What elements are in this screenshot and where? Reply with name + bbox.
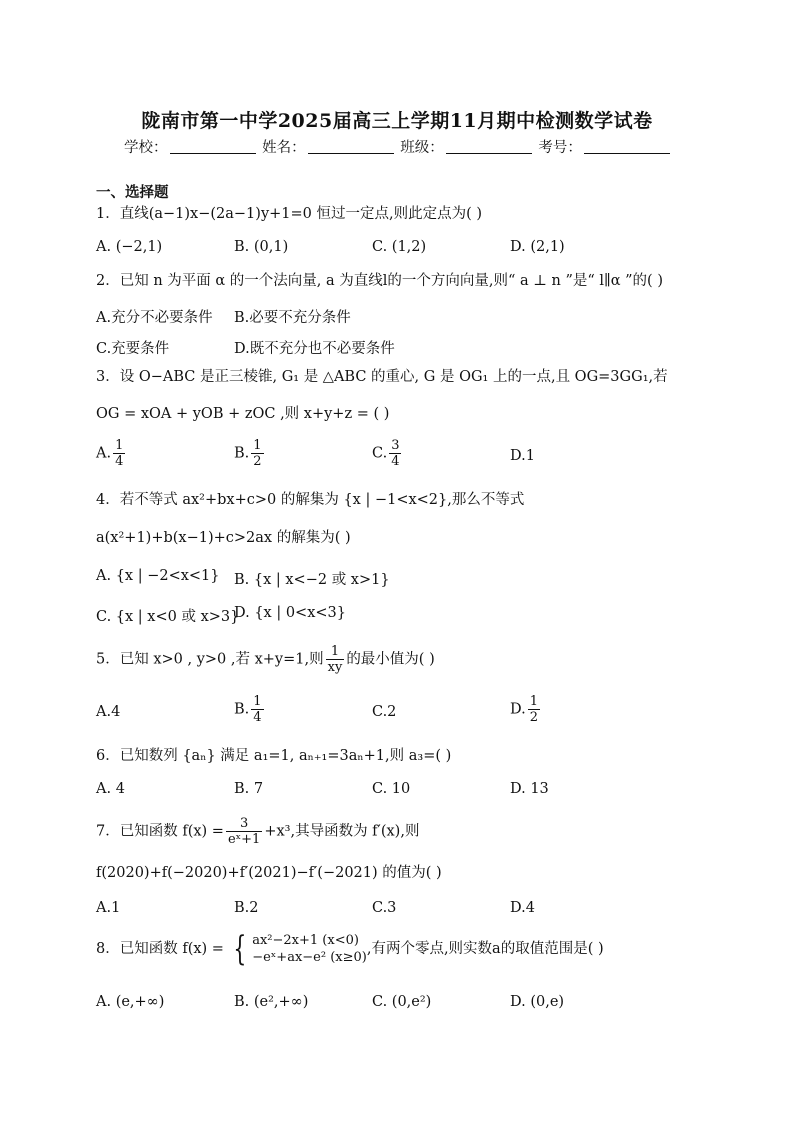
q4-option-b[interactable]: B. {x | x<−2 或 x>1} xyxy=(234,572,390,588)
question-7-stem-line2: f(2020)+f(−2020)+f′(2021)−f′(−2021) 的值为( ) xyxy=(96,865,442,881)
school-blank[interactable] xyxy=(170,139,256,154)
q1-option-b[interactable]: B. (0,1) xyxy=(234,239,289,255)
q7-option-b[interactable]: B.2 xyxy=(234,900,259,916)
question-6-stem: 6．已知数列 {aₙ} 满足 a₁=1, aₙ₊₁=3aₙ+1,则 a₃=( ) xyxy=(96,748,452,764)
q3-c-den: 4 xyxy=(391,454,400,469)
q2-option-a[interactable]: A.充分不必要条件 xyxy=(96,310,213,326)
q5-stem-post: 的最小值为( ) xyxy=(346,651,435,668)
q7-frac-num: 3 xyxy=(240,816,249,831)
q3-a-den: 4 xyxy=(115,454,124,469)
question-3-stem-line1: 3．设 O−ABC 是正三棱锥, G₁ 是 △ABC 的重心, G 是 OG₁ 上的一点,且 OG=3GG₁,若 xyxy=(96,369,668,385)
school-label: 学校： xyxy=(124,140,168,156)
q4-option-d[interactable]: D. {x | 0<x<3} xyxy=(234,605,346,621)
q5-frac-num: 1 xyxy=(330,644,340,659)
q7-stem-post: +x³,其导函数为 f′(x),则 xyxy=(264,823,420,840)
q8-stem-pre: 8．已知函数 f(x) = xyxy=(96,941,224,957)
exam-title: 陇南市第一中学2025届高三上学期11月期中检测数学试卷 xyxy=(141,110,653,132)
q2-option-d[interactable]: D.既不充分也不必要条件 xyxy=(234,341,395,357)
q8-option-a[interactable]: A. (e,+∞) xyxy=(96,994,165,1010)
q4-option-a[interactable]: A. {x | −2<x<1} xyxy=(96,568,220,584)
q3-a-num: 1 xyxy=(115,438,124,453)
q8-case-1: ax²−2x+1 (x<0) xyxy=(252,933,359,948)
q8-option-c[interactable]: C. (0,e²) xyxy=(372,994,432,1010)
q3-option-a[interactable] xyxy=(96,438,127,469)
question-4-stem-line1: 4．若不等式 ax²+bx+c>0 的解集为 {x | −1<x<2},那么不等式 xyxy=(96,492,525,508)
q5-fraction xyxy=(326,644,345,675)
name-label: 姓名： xyxy=(262,140,306,156)
q5-d-den: 2 xyxy=(529,710,538,725)
question-7-stem-line1 xyxy=(96,816,419,847)
class-blank[interactable] xyxy=(446,139,532,154)
q6-option-c[interactable]: C. 10 xyxy=(372,781,411,797)
q3-c-num: 3 xyxy=(391,438,400,453)
q5-d-fraction xyxy=(528,694,540,725)
q3-c-fraction xyxy=(389,438,401,469)
class-label: 班级： xyxy=(400,140,444,156)
q3-a-label: A. xyxy=(96,445,112,462)
number-label: 考号： xyxy=(538,140,582,156)
question-8-stem xyxy=(96,929,604,969)
q2-option-b[interactable]: B.必要不充分条件 xyxy=(234,310,351,326)
q8-option-b[interactable]: B. (e²,+∞) xyxy=(234,994,309,1010)
q3-option-c[interactable] xyxy=(372,438,403,469)
q6-option-b[interactable]: B. 7 xyxy=(234,781,264,797)
q5-d-label: D. xyxy=(510,701,526,718)
q5-option-a[interactable]: A.4 xyxy=(96,704,121,720)
q5-frac-den: xy xyxy=(327,660,343,675)
q7-option-a[interactable]: A.1 xyxy=(96,900,121,916)
q5-option-d[interactable] xyxy=(510,694,542,725)
question-2-stem: 2．已知 n 为平面 α 的一个法向量, a 为直线l的一个方向向量,则“ a ⊥ n ”是“ l∥α ”的( ) xyxy=(96,273,663,289)
q5-b-label: B. xyxy=(234,701,250,718)
question-4-stem-line2: a(x²+1)+b(x−1)+c>2ax 的解集为( ) xyxy=(96,530,351,546)
q4-option-c[interactable]: C. {x | x<0 或 x>3} xyxy=(96,609,240,625)
q5-b-num: 1 xyxy=(253,694,262,709)
q3-option-b[interactable] xyxy=(234,438,266,469)
q6-option-d[interactable]: D. 13 xyxy=(510,781,549,797)
q5-option-c[interactable]: C.2 xyxy=(372,704,397,720)
q7-fraction xyxy=(226,816,262,847)
number-blank[interactable] xyxy=(584,139,670,154)
q7-stem-pre: 7．已知函数 f(x) = xyxy=(96,823,224,840)
q5-option-b[interactable] xyxy=(234,694,266,725)
student-info-row xyxy=(124,136,672,157)
q7-frac-den: eˣ+1 xyxy=(227,832,261,847)
q3-a-fraction xyxy=(113,438,125,469)
q3-b-den: 2 xyxy=(253,454,262,469)
q8-brace-glyph: { xyxy=(232,929,246,969)
q5-d-num: 1 xyxy=(529,694,538,709)
q3-option-d[interactable]: D.1 xyxy=(510,448,535,464)
q5-stem-pre: 5．已知 x>0 , y>0 ,若 x+y=1,则 xyxy=(96,651,324,668)
q3-b-label: B. xyxy=(234,445,250,462)
q7-option-c[interactable]: C.3 xyxy=(372,900,397,916)
name-blank[interactable] xyxy=(308,139,394,154)
q6-option-a[interactable]: A. 4 xyxy=(96,781,125,797)
q5-b-den: 4 xyxy=(253,710,262,725)
q2-option-c[interactable]: C.充要条件 xyxy=(96,341,170,357)
q3-c-label: C. xyxy=(372,445,388,462)
q3-b-num: 1 xyxy=(253,438,262,453)
question-3-stem-line2: OG = xOA + yOB + zOC ,则 x+y+z = ( ) xyxy=(96,406,390,422)
q5-b-fraction xyxy=(251,694,263,725)
question-1-stem: 1．直线(a−1)x−(2a−1)y+1=0 恒过一定点,则此定点为( ) xyxy=(96,206,483,222)
q8-case-2: −eˣ+ax−e² (x≥0) xyxy=(252,950,367,965)
section-heading: 一、选择题 xyxy=(96,184,169,201)
question-5-stem xyxy=(96,644,435,675)
q8-piecewise xyxy=(229,929,367,969)
q3-b-fraction xyxy=(251,438,263,469)
q1-option-a[interactable]: A. (−2,1) xyxy=(96,239,163,255)
q1-option-d[interactable]: D. (2,1) xyxy=(510,239,565,255)
q1-option-c[interactable]: C. (1,2) xyxy=(372,239,427,255)
q8-stem-post: ,有两个零点,则实数a的取值范围是( ) xyxy=(366,941,604,957)
q8-option-d[interactable]: D. (0,e) xyxy=(510,994,565,1010)
q7-option-d[interactable]: D.4 xyxy=(510,900,535,916)
